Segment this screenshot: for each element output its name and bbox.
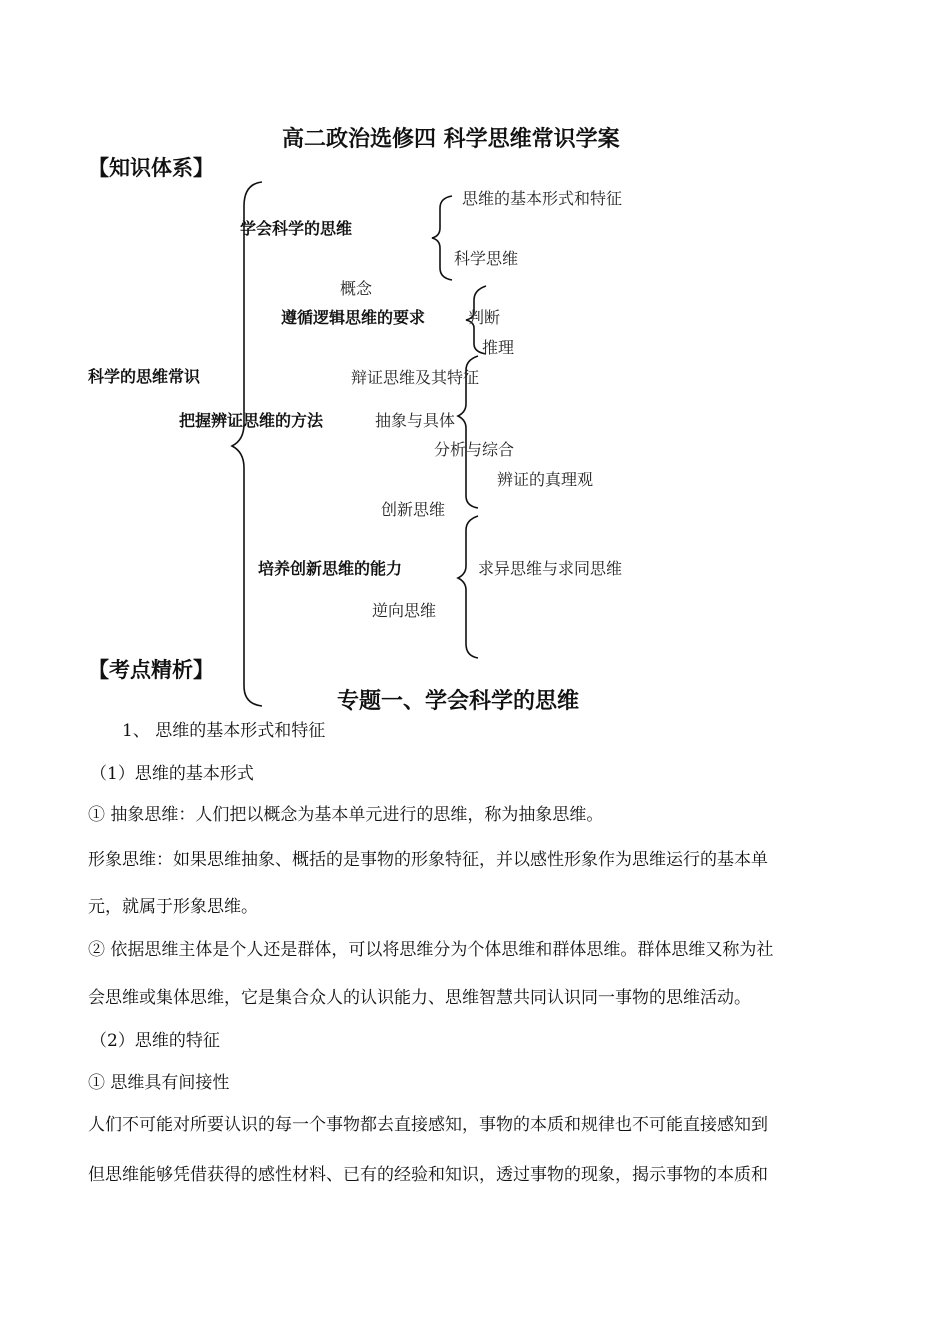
brace-branch4 [458, 516, 478, 658]
brace-branch1 [432, 196, 452, 280]
branch-dialectical-methods: 把握辨证思维的方法 [179, 411, 324, 430]
paragraph-2: （1）思维的基本形式 [90, 764, 254, 784]
branch-innovation-ability: 培养创新思维的能力 [258, 559, 403, 578]
main-brace [232, 182, 262, 706]
paragraph-11: 但思维能够凭借获得的感性材料、已有的经验和知识，透过事物的现象，揭示事物的本质和 [88, 1165, 768, 1185]
tree-root: 科学的思维常识 [88, 367, 201, 386]
topic-title: 专题一、学会科学的思维 [337, 689, 580, 714]
b2-item-reasoning: 推理 [482, 338, 515, 357]
b3-item-analysis-synthesis: 分析与综合 [434, 440, 515, 459]
paragraph-5: 元，就属于形象思维。 [88, 897, 258, 917]
paragraph-9: ① 思维具有间接性 [88, 1073, 230, 1093]
paragraph-1: 1、 思维的基本形式和特征 [122, 721, 326, 741]
paragraph-8: （2）思维的特征 [90, 1031, 220, 1051]
document-title: 高二政治选修四 科学思维常识学案 [282, 127, 620, 152]
b4-item-divergent-convergent: 求异思维与求同思维 [478, 559, 623, 578]
paragraph-7: 会思维或集体思维，它是集合众人的认识能力、思维智慧共同认识同一事物的思维活动。 [88, 988, 751, 1008]
b2-item-judgment: 判断 [468, 308, 501, 327]
paragraph-4: 形象思维：如果思维抽象、概括的是事物的形象特征，并以感性形象作为思维运行的基本单 [88, 850, 768, 870]
b2-item-concept: 概念 [340, 279, 373, 298]
paragraph-6: ② 依据思维主体是个人还是群体，可以将思维分为个体思维和群体思维。群体思维又称为社 [88, 940, 774, 960]
b4-item-innovative-thinking: 创新思维 [381, 500, 446, 519]
branch-logic-requirements: 遵循逻辑思维的要求 [281, 308, 426, 327]
knowledge-system-header: 【知识体系】 [88, 156, 214, 180]
exam-analysis-header: 【考点精析】 [88, 658, 214, 682]
b3-item-dialectical-features: 辩证思维及其特征 [351, 368, 480, 387]
paragraph-10: 人们不可能对所要认识的每一个事物都去直接感知，事物的本质和规律也不可能直接感知到 [88, 1115, 768, 1135]
b1-item-scientific-thinking: 科学思维 [454, 249, 519, 268]
b4-item-reverse-thinking: 逆向思维 [372, 601, 437, 620]
b3-item-truth-view: 辨证的真理观 [497, 470, 594, 489]
branch-learn-scientific-thinking: 学会科学的思维 [240, 219, 353, 238]
b3-item-abstract-concrete: 抽象与具体 [375, 411, 456, 430]
paragraph-3: ① 抽象思维：人们把以概念为基本单元进行的思维，称为抽象思维。 [88, 805, 604, 825]
b1-item-basic-forms: 思维的基本形式和特征 [462, 189, 623, 208]
